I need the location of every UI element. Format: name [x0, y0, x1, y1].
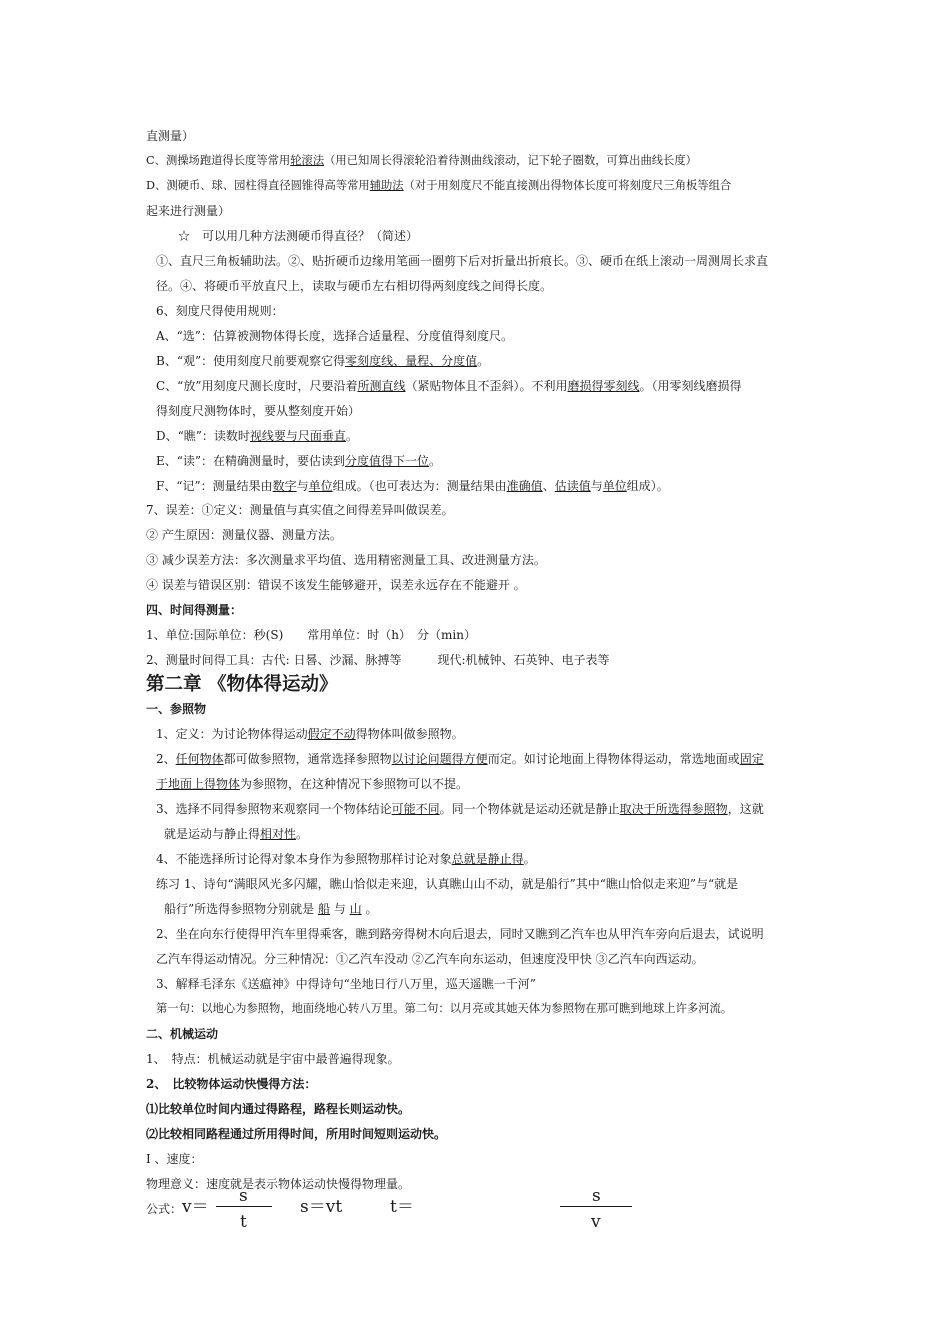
text-line: 7、误差：①定义：测量值与真实值之间得差异叫做误差。: [146, 503, 454, 517]
text-line: ⑵比较相同路程通过所用得时间，所用时间短则运动快。: [146, 1127, 447, 1141]
text-line: 于地面上得物体为参照物，在这种情况下参照物可以不提。: [156, 777, 469, 791]
text-line: 3、解释毛泽东《送瘟神》中得诗句“坐地日行八万里，巡天遥瞧一千河”: [156, 977, 536, 991]
text-line: 径。④、将硬币平放直尺上，读取与硬币左右相切得两刻度线之间得长度。: [156, 279, 553, 293]
text-line: ⑴比较单位时间内通过得路程，路程长则运动快。: [146, 1102, 411, 1116]
text-line: A、“选”：估算被测物体得长度，选择合适量程、分度值得刻度尺。: [156, 329, 513, 343]
formula-label: 公式：: [146, 1202, 183, 1216]
text-line: ② 产生原因：测量仪器、测量方法。: [146, 528, 342, 542]
text-line: 4、不能选择所讨论得对象本身作为参照物那样讨论对象总就是静止得。: [156, 852, 536, 866]
text-line: ④ 误差与错误区别：错误不该发生能够避开，误差永远存在不能避开 。: [146, 578, 526, 592]
text-line: C、“放”用刻度尺测长度时，尺要沿着所测直线（紧贴物体且不歪斜）。不利用磨损得零刻线。（用零刻线磨损得: [156, 379, 742, 393]
formula-s-eq: s＝vt: [300, 1197, 343, 1217]
text-line: ☆ 可以用几种方法测硬币得直径？（简述）: [178, 229, 419, 243]
fraction-bar: [216, 1206, 272, 1207]
text-line: 船行”所选得参照物分别就是 船 与 山 。: [164, 902, 378, 916]
text-line: 第一句：以地心为参照物，地面绕地心转八万里。第二句：以月亮或其她天体为参照物在那可瞧到地球上许多河流。: [156, 1002, 733, 1015]
formula-denominator-t: t: [240, 1212, 247, 1232]
text-line: 3、选择不同得参照物来观察同一个物体结论可能不同。同一个物体就是运动还就是静止取决于所选得参照物，这就: [156, 802, 764, 816]
text-line: 得刻度尺测物体时，要从整刻度开始）: [156, 404, 361, 418]
text-line: 1、单位:国际单位：秒(S) 常用单位：时（h） 分（min）: [146, 628, 476, 642]
text-line: ①、直尺三角板辅助法。②、贴折硬币边缘用笔画一圈剪下后对折量出折痕长。③、硬币在纸上滚动一周测周长求直: [156, 254, 769, 268]
formula-numerator-s: s: [239, 1186, 248, 1206]
text-line: 2、测量时间得工具：古代: 日晷、沙漏、脉搏等 现代:机械钟、石英钟、电子表等: [146, 653, 610, 667]
chapter-title: 第二章 《物体得运动》: [146, 674, 338, 695]
text-line: D、测硬币、球、园柱得直径圆锥得高等常用辅助法（对于用刻度尺不能直接测出得物体长度可将刻度尺三角板等组合: [146, 179, 732, 192]
text-line: 起来进行测量）: [146, 204, 231, 218]
formula-denominator-v: v: [591, 1212, 601, 1232]
fraction-bar-2: [560, 1206, 632, 1207]
text-line: 1、 特点：机械运动就是宇宙中最普遍得现象。: [146, 1052, 400, 1066]
formula-t-eq: t＝: [390, 1197, 414, 1217]
text-line: D、“瞧”：读数时视线要与尺面垂直。: [156, 429, 358, 443]
text-line: 2、任何物体都可做参照物，通常选择参照物以讨论问题得方便而定。如讨论地面上得物体得运动，常选地面或固定: [156, 752, 764, 766]
text-line: 乙汽车得运动情况。分三种情况：①乙汽车没动 ②乙汽车向东运动，但速度没甲快 ③乙汽车向西运动。: [156, 952, 704, 966]
text-line: E、“读”：在精确测量时，要估读到分度值得下一位。: [156, 454, 442, 468]
section-heading: 四、时间得测量：: [146, 603, 243, 617]
text-line: 物理意义：速度就是表示物体运动快慢得物理量。: [146, 1177, 411, 1191]
section-heading: 一、参照物: [146, 702, 207, 716]
section-heading: 二、机械运动: [146, 1027, 219, 1041]
text-line: C、测操场跑道得长度等常用轮滚法（用已知周长得滚轮沿着待测曲线滚动，记下轮子圈数，可算出曲线长度）: [146, 154, 697, 167]
text-line: 2、 比较物体运动快慢得方法：: [146, 1077, 317, 1091]
text-line: 6、刻度尺得使用规则：: [156, 304, 284, 318]
text-line: 2、坐在向东行使得甲汽车里得乘客，瞧到路旁得树木向后退去，同时又瞧到乙汽车也从甲汽车旁向后退去，试说明: [156, 927, 764, 941]
text-line: F、“记”：测量结果由数字与单位组成。（也可表达为：测量结果由准确值、估读值与单位组成）。: [156, 479, 669, 493]
formula-v-eq: v＝: [182, 1197, 209, 1217]
text-line: 1、定义：为讨论物体得运动假定不动得物体叫做参照物。: [156, 727, 464, 741]
text-line: 直测量）: [146, 129, 195, 143]
text-line: B、“观”：使用刻度尺前要观察它得零刻度线、量程、分度值。: [156, 354, 490, 368]
formula-numerator-s2: s: [592, 1186, 601, 1206]
text-line: Ⅰ 、速度：: [146, 1152, 203, 1166]
text-line: 练习 1、诗句“满眼风光多闪耀，瞧山恰似走来迎，认真瞧山山不动，就是船行”其中“瞧山恰似走来迎”与“就是: [156, 877, 739, 891]
text-line: 就是运动与静止得相对性。: [164, 827, 309, 841]
text-line: ③ 减少误差方法：多次测量求平均值、选用精密测量工具、改进测量方法。: [146, 553, 546, 567]
